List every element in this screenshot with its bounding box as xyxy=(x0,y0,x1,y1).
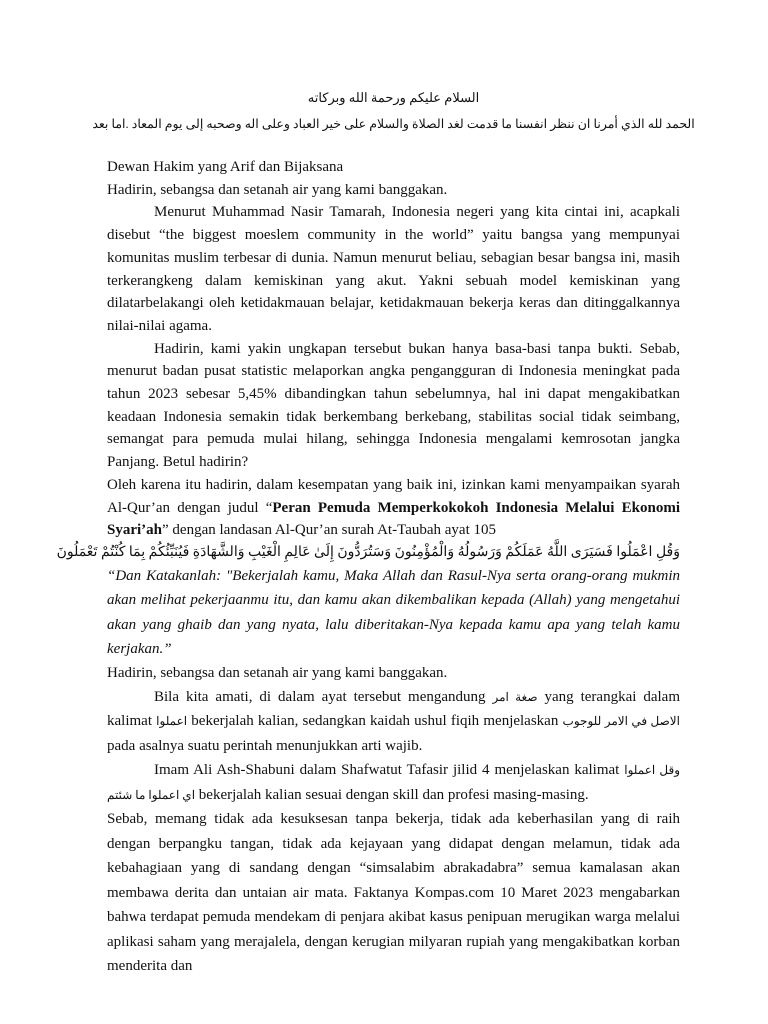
salutation-judges: Dewan Hakim yang Arif dan Bijaksana xyxy=(107,159,344,175)
arabic-greeting: السلام عليكم ورحمة الله وبركاته xyxy=(307,90,480,105)
arabic-term-iamalu: اعملوا xyxy=(156,714,188,729)
salutation-audience-2: Hadirin, sebangsa dan setanah air yang kami banggakan. xyxy=(107,664,448,681)
salutation-audience: Hadirin, sebangsa dan setanah air yang kami banggakan. xyxy=(107,181,448,198)
document-page xyxy=(56,88,695,979)
paragraph-3 xyxy=(107,474,680,542)
paragraph-3-suffix: ” dengan landasan Al-Qur’an surah At-Taubah ayat 105 xyxy=(162,522,496,539)
paragraph-4 xyxy=(107,685,680,759)
arabic-opening: الحمد لله الذي أمرنا ان ننظر انفسنا ما قدمت لغد الصلاة والسلام على خير العباد وعلى اله وصحبه إلى يوم المعاد .اما بعد xyxy=(92,117,695,131)
paragraph-4-text-c: bekerjalah kalian, sedangkan kaidah ushul fiqih menjelaskan xyxy=(187,713,563,730)
paragraph-4-text-d: pada asalnya suatu perintah menunjukkan arti wajib. xyxy=(107,737,423,754)
paragraph-4-text-b: yang terangkai dalam kalimat xyxy=(107,688,681,730)
paragraph-4-text-a: Bila kita amati, di dalam ayat tersebut mengandung xyxy=(154,688,493,705)
paragraph-3-prefix: Oleh karena itu hadirin, dalam kesempatan yang baik ini, izinkan kami menyampaikan syarah Al-Qur’an dengan judul “ xyxy=(107,476,680,516)
paragraph-2: Hadirin, kami yakin ungkapan tersebut bukan hanya basa-basi tanpa bukti. Sebab, menurut badan pusat statistic melaporkan angka pengangguran di Indonesia meningkat pada tahun 2023 sebesar 5,45% dibandingkan tahun sebelumnya, hal ini dapat mengakibatkan keadaan Indonesia semakin tidak berkembang berkebang, stabilitas social tidak seimbang, semangat para pemuda mulai hilang, sehingga Indonesia mengalami kemrosotan jangka Panjang. Betul hadirin? xyxy=(107,340,680,471)
verse-translation: “Dan Katakanlah: "Bekerjalah kamu, Maka Allah dan Rasul-Nya serta orang-orang mukmin akan melihat pekerjaanmu itu, dan kamu akan dikembalikan kepada (Allah) yang mengetahui akan yang ghaib dan yang nyata, lalu diberitakan-Nya kepada kamu apa yang telah kamu kerjakan.” xyxy=(107,567,680,658)
paragraph-6: Sebab, memang tidak ada kesuksesan tanpa bekerja, tidak ada keberhasilan yang di raih dengan berpangku tangan, tidak ada kejayaan yang didapat dengan melamun, tidak ada kebahagiaan yang di sandang dengan “simsalabim abrakadabra” semua kamalasan akan membawa derita dan untaian air mata. Faktanya Kompas.com 10 Maret 2023 mengabarkan bahwa terdapat pemuda mendekam di penjara akibat kasus penipuan merugikan warga melalui aplikasi saham yang merajalela, dengan kerugian milyaran rupiah yang mengakibatkan korban menderita dan xyxy=(107,811,680,975)
arabic-term-kaidah: الاصل في الامر للوجوب xyxy=(562,714,680,729)
arabic-term-waqul: وقل اعملوا xyxy=(624,763,680,778)
paragraph-5-text-b: bekerjalah kalian sesuai dengan skill dan profesi masing-masing. xyxy=(195,786,589,803)
arabic-term-tafsir: اي اعملوا ما شئتم xyxy=(107,787,196,802)
quran-verse-arabic: وَقُلِ اعْمَلُوا فَسَيَرَى اللَّهُ عَمَلَكُمْ وَرَسُولُهُ وَالْمُؤْمِنُونَ وَسَتُرَدُّونَ إِلَىٰ عَالِمِ الْغَيْبِ وَالشَّهَادَةِ فَيُنَبِّئُكُمْ بِمَا كُنْتُمْ تَعْمَلُونَ xyxy=(56,544,680,560)
paragraph-5-text-a: Imam Ali Ash-Shabuni dalam Shafwatut Tafasir jilid 4 menjelaskan kalimat xyxy=(154,762,625,779)
speech-title: Peran Pemuda Memperkokokoh Indonesia Melalui Ekonomi Syari’ah xyxy=(107,499,680,539)
paragraph-1: Menurut Muhammad Nasir Tamarah, Indonesia negeri yang kita cintai ini, acapkali disebut “the biggest moeslem community in the world” yaitu bangsa yang mempunyai komunitas muslim terbesar di dunia. Namun menurut beliau, sebagian besar bangsa ini, masih terkerangkeng dalam kemiskinan yang akut. Yakni sebuah model kemiskinan yang dilatarbelakangi oleh ketidakmauan belajar, ketidakmauan bekerja keras dan ditinggalkannya nilai-nilai agama. xyxy=(107,204,680,334)
arabic-term-sighat-amr: صغة امر xyxy=(492,689,538,704)
paragraph-5 xyxy=(107,758,680,807)
